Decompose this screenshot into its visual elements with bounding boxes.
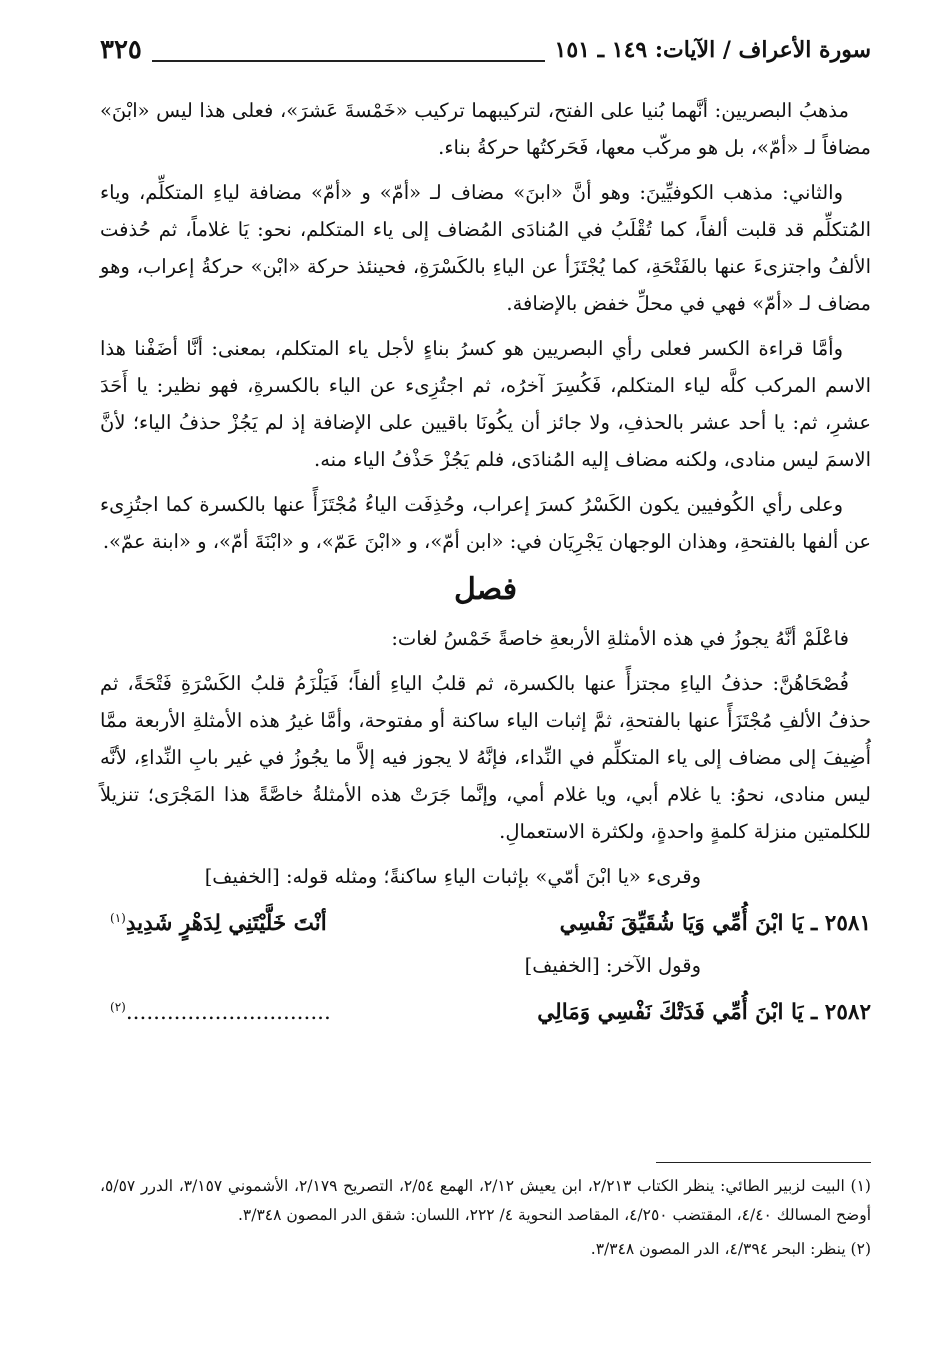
verse-hemistich-second (110, 986, 331, 1034)
verse-hemistich-second (110, 897, 327, 945)
ellipsis-dots: .............................. (125, 1000, 331, 1026)
footnote-ref: (١) (110, 911, 126, 925)
verse-text: يَا ابْنَ أُمِّي وَيَا شُقَيِّقَ نَفْسِي (559, 911, 804, 937)
paragraph-basrians: مذهبُ البصريين: أنَّهما بُنيا على الفتح، لتركيبهما تركيب «خَمْسةَ عَشرَ»، فعلى هذا ليس «ابْنَ» مضافاً لـ «أمّ»، بل هو مركّب معها، فَحَركتُها حركةُ بناء. (100, 99, 871, 159)
verse-text: يَا ابْنَ أُمِّي فَدَتْكَ نَفْسِي وَمَالِي (537, 1000, 804, 1026)
paragraph-kufans: والثاني: مذهب الكوفيِّينَ: وهو أنَّ «ابنَ» مضاف لـ «أمّ» و «أمّ» مضافة لياءِ المتكلِّم، وياء المُتكلِّم قد قلبت ألفاً، كما تُقْلَبُ في المُنادَى المُضاف إلى ياء المتكلم، نحو: يَا غلاماً، ثم حُذفت الألفُ واجتزىءَ عنها بالفَتْحَةِ، كما يُجْتَزَأ عن الياءِ بالكَسْرَةِ، فحينئذ حركة «ابْن» حركةُ إعراب، وهو مضاف لـ «أمّ» فهي في محلِّ خفض بالإضافة. (100, 181, 871, 315)
verse-number: ٢٥٨١ (824, 911, 871, 937)
footnote-ref: (٢) (110, 1000, 126, 1015)
verse-number: ٢٥٨٢ (824, 1000, 871, 1026)
header-rule (152, 38, 545, 62)
section-intro: فاعْلَمْ أنَّهُ يجوزُ في هذه الأمثلةِ الأربعةِ خاصةً خَمْسُ لغات: (391, 627, 849, 650)
paragraph-kasr-kufans: وعلى رأي الكُوفيين يكون الكَسْرُ كسرَ إعراب، وحُذِفَت الياءُ مُجْتَزَأً عنها بالكسرة كما اجتُزِىء عن ألفها بالفتحةِ، وهذان الوجهان يَجْرِيَان في: «ابن أمّ»، و «ابْنَ عَمّ»، و «ابْنَةَ أمّ»، و «ابنة عمّ». (100, 493, 871, 553)
verse-hemistich-first: ٢٥٨١ ـ يَا ابْنَ أُمِّي وَيَا شُقَيِّقَ نَفْسِي (559, 911, 871, 937)
verse-hemistich-first: ٢٥٨٢ ـ يَا ابْنَ أُمِّي فَدَتْكَ نَفْسِي وَمَالِي (537, 1000, 871, 1026)
quote-intro-1: وقرىء «يا ابْنَ أمّي» بإثبات الياءِ ساكنةً؛ ومثله قوله: [الخفيف] (204, 865, 701, 888)
verse-text: أنْتَ خَلَّيْتَنِي لِدَهْرٍ شَدِيدِ (125, 911, 327, 937)
section-paragraph: فُصْحَاهُنَّ: حذفُ الياءِ مجتزأً عنها بالكسرة، ثم قلبُ الياءِ ألفاً؛ فَيَلْزَمُ قلبُ الكَسْرَةِ فَتْحَةً، ثم حذفُ الألفِ مُجْتَزَأً عنها بالفتحةِ، ثمَّ إثبات الياء ساكنة أو مفتوحة، وأمَّا غيرُ هذه الأمثلةِ الأربعة ممَّا أُضِيفَ إلى مضاف إلى ياء المتكلِّم في النِّداء، فإنَّهُ لا يجوز فيه إلاَّ ما يجُوزُ في غير بابِ النِّداءِ، لأنَّه ليس منادى، نحوُ: يا غلام أبي، ويا غلام أمي، وإنَّما جَرَتْ هذه الأمثلةُ خاصَّةً هذا المَجْرَى؛ تنزيلاً للكلمتين منزلة كلمةٍ واحدةٍ، ولكثرة الاستعمالِ. (100, 672, 872, 843)
page-body (100, 92, 871, 1036)
section-heading: فصل (453, 572, 518, 607)
header-title: سورة الأعراف / الآيات: ١٤٩ ـ ١٥١ (554, 37, 871, 63)
footnote-1: (١) البيت لزبير الطائي: ينظر الكتاب ٢/٢١٣، ابن يعيش ٢/١٢، الهمع ٢/٥٤، التصريح ٢/١٧٩، الأشموني ٣/١٥٧، الدرر ٥/٥٧، أوضح المسالك ٤/٤٠، المقتضب ٤/٢٥٠، المقاصد النحوية ٤/ ٢٢٢، اللسان: شقق الدر المصون ٣/٣٤٨. (100, 1177, 871, 1224)
footnotes (100, 1172, 871, 1269)
verse-2582 (100, 986, 871, 1034)
running-header (100, 30, 871, 70)
paragraph-kasr-basrians: وأمَّا قراءة الكسر فعلى رأي البصريين هو كسرُ بناءٍ لأجل ياء المتكلم، بمعنى: أنَّا أضَفْنا هذا الاسم المركب كلَّه لياء المتكلم، فَكُسِرَ آخرُه، ثم اجتُزِىء عن الياء بالكسرةِ، فهو نظير: يا أَحَدَ عشرِ، ثم: يا أحد عشر بالحذفِ، ولا جائز أن يكُونَا باقيين على الإضافة إذ لم يَجُزْ حذفُ الياء؛ لأنَّ الاسمَ ليس منادى، ولكنه مضاف إليه المُنادَى، فلم يَجُزْ حَذْفُ الياء منه. (100, 337, 871, 471)
verse-2581 (100, 897, 871, 945)
quote-intro-2: وقول الآخر: [الخفيف] (524, 954, 701, 978)
footnote-separator (656, 1162, 871, 1163)
footnote-2: (٢) ينظر: البحر ٤/٣٩٤، الدر المصون ٣/٣٤٨. (590, 1240, 871, 1258)
page-number: ٣٢٥ (100, 35, 142, 65)
